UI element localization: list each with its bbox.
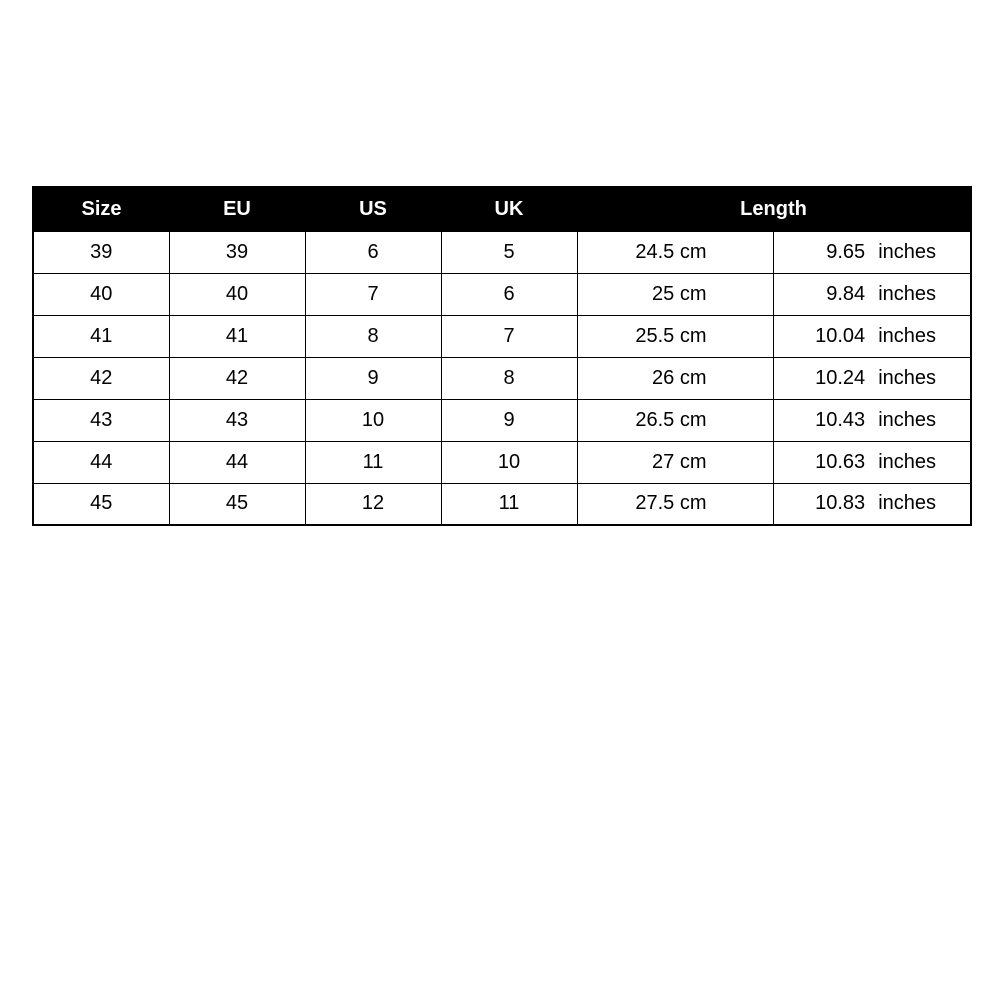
cell-uk: 10	[441, 441, 577, 483]
cell-us: 8	[305, 315, 441, 357]
header-size: Size	[81, 197, 122, 220]
header-row	[33, 187, 971, 231]
cell-size: 42	[33, 357, 169, 399]
length-inches-unit: inches	[878, 282, 936, 305]
length-inches-unit: inches	[878, 366, 936, 389]
length-cm-value: 27	[652, 450, 675, 473]
cell-size: 40	[33, 273, 169, 315]
cell-us: 12	[305, 483, 441, 525]
length-inches-value: 10.83	[815, 492, 866, 515]
table-row	[33, 273, 971, 315]
cell-uk: 9	[441, 399, 577, 441]
cell-us: 6	[305, 231, 441, 273]
cell-eu: 39	[169, 231, 305, 273]
table-row	[33, 441, 971, 483]
cell-uk: 6	[441, 273, 577, 315]
header-eu: EU	[223, 197, 251, 220]
length-inches-value: 10.63	[815, 450, 866, 473]
cell-size: 43	[33, 399, 169, 441]
size-chart-table	[32, 186, 972, 526]
length-cm-unit: cm	[679, 240, 707, 263]
length-inches-value: 9.65	[826, 240, 866, 263]
cell-length-cm	[577, 231, 773, 273]
cell-eu: 41	[169, 315, 305, 357]
length-cm-value: 26.5	[635, 408, 675, 431]
length-inches-unit: inches	[878, 240, 936, 263]
cell-us: 9	[305, 357, 441, 399]
cell-length-cm	[577, 315, 773, 357]
cell-length-inches	[773, 273, 971, 315]
length-cm-value: 25.5	[635, 324, 675, 347]
length-inches-unit: inches	[878, 324, 936, 347]
header-us: US	[359, 197, 387, 220]
table-header	[33, 187, 971, 231]
cell-size: 41	[33, 315, 169, 357]
length-cm-unit: cm	[679, 366, 707, 389]
table-row	[33, 483, 971, 525]
length-inches-value: 10.24	[815, 366, 866, 389]
cell-length-cm	[577, 483, 773, 525]
cell-length-cm	[577, 273, 773, 315]
length-cm-value: 24.5	[635, 240, 675, 263]
table-row	[33, 399, 971, 441]
cell-eu: 42	[169, 357, 305, 399]
table-row	[33, 357, 971, 399]
length-cm-unit: cm	[679, 492, 707, 515]
length-cm-value: 26	[652, 366, 675, 389]
cell-uk: 7	[441, 315, 577, 357]
cell-uk: 8	[441, 357, 577, 399]
length-cm-value: 27.5	[635, 492, 675, 515]
cell-eu: 45	[169, 483, 305, 525]
cell-length-cm	[577, 357, 773, 399]
cell-us: 10	[305, 399, 441, 441]
cell-uk: 5	[441, 231, 577, 273]
header-uk: UK	[494, 197, 524, 220]
table-row	[33, 315, 971, 357]
cell-size: 44	[33, 441, 169, 483]
length-inches-unit: inches	[878, 408, 936, 431]
table-row	[33, 231, 971, 273]
cell-eu: 43	[169, 399, 305, 441]
cell-length-inches	[773, 357, 971, 399]
cell-length-inches	[773, 315, 971, 357]
length-cm-unit: cm	[679, 450, 707, 473]
length-inches-value: 9.84	[826, 282, 866, 305]
cell-eu: 40	[169, 273, 305, 315]
header-length: Length	[740, 197, 807, 220]
cell-length-inches	[773, 399, 971, 441]
cell-size: 45	[33, 483, 169, 525]
length-cm-unit: cm	[679, 324, 707, 347]
length-cm-unit: cm	[679, 408, 707, 431]
cell-length-cm	[577, 441, 773, 483]
cell-length-inches	[773, 441, 971, 483]
cell-length-cm	[577, 399, 773, 441]
cell-us: 11	[305, 441, 441, 483]
cell-uk: 11	[441, 483, 577, 525]
cell-length-inches	[773, 483, 971, 525]
length-cm-unit: cm	[679, 282, 707, 305]
length-inches-value: 10.04	[815, 324, 866, 347]
cell-eu: 44	[169, 441, 305, 483]
length-cm-value: 25	[652, 282, 675, 305]
cell-us: 7	[305, 273, 441, 315]
length-inches-unit: inches	[878, 450, 936, 473]
length-inches-unit: inches	[878, 492, 936, 515]
cell-length-inches	[773, 231, 971, 273]
cell-size: 39	[33, 231, 169, 273]
length-inches-value: 10.43	[815, 408, 866, 431]
table-body	[33, 231, 971, 525]
